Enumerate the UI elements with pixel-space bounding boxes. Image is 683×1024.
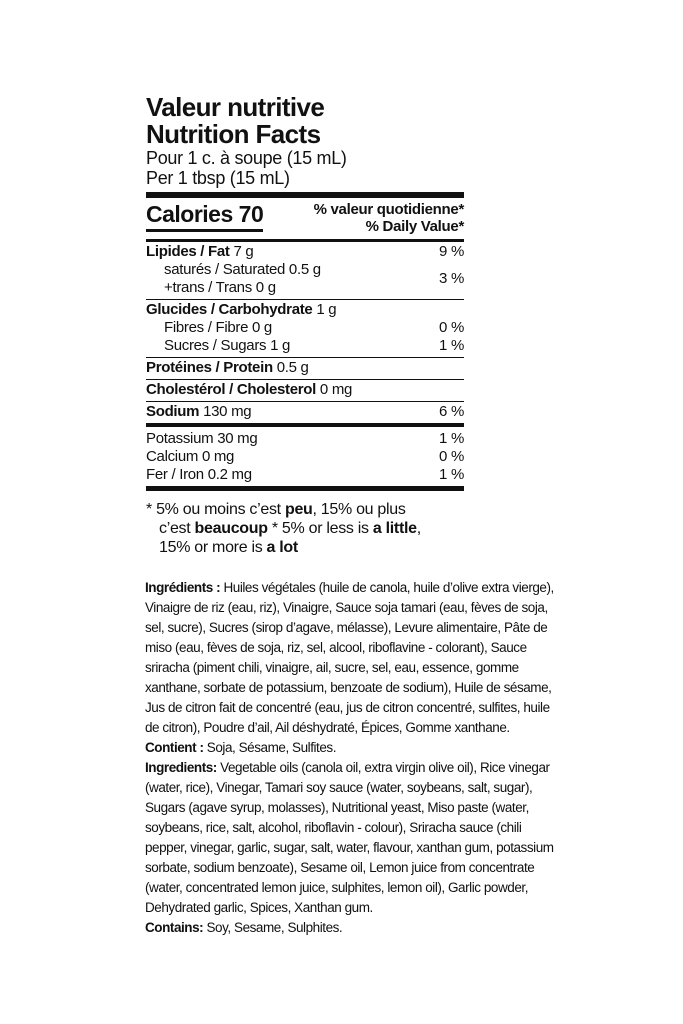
contains-fr	[145, 738, 565, 758]
fn-text-5: ,	[416, 520, 421, 537]
footnote-line-2	[146, 519, 464, 538]
fibre-name: Fibres / Fibre 0 g	[164, 319, 272, 336]
title-fr: Valeur nutritive	[146, 92, 325, 122]
dv-header-en: % Daily Value*	[365, 218, 464, 235]
iron-name: Fer / Iron 0.2 mg	[146, 466, 252, 483]
fibre-dv: 0 %	[439, 319, 464, 336]
fat-name: Lipides / Fat	[146, 243, 230, 260]
contains-fr-label: Contient :	[145, 740, 204, 755]
title-en: Nutrition Facts	[146, 119, 321, 149]
ingredients-en-text: Vegetable oils (canola oil, extra virgin olive oil), Rice vinegar (water, rice), Vinegar, Tamari soy sauce (water, soybeans, salt, sugar), Sugars (agave syrup, molasses), Nutritional yeast, Miso paste (water, soybeans, rice, salt, alcohol, riboflavin - colour), Sriracha sauce (chili pepper, vinegar, garlic, sugar, salt, water, flavour, xanthan gum, potassium sorbate, sodium benzoate), Sesame oil, Lemon juice from concentrate (water, concentrated lemon juice, sulphites, lemon oil), Garlic powder, Dehydrated garlic, Spices, Xanthan gum.	[145, 760, 554, 915]
cholesterol-row	[146, 381, 464, 399]
carb-row	[146, 301, 464, 319]
calcium-name: Calcium 0 mg	[146, 448, 235, 465]
daily-value-header	[314, 201, 464, 235]
end-rule	[146, 486, 464, 491]
contains-en-text: Soy, Sesame, Sulphites.	[203, 920, 343, 935]
potassium-dv: 1 %	[439, 430, 464, 447]
cholesterol-name: Cholestérol / Cholesterol	[146, 381, 317, 398]
fat-amount: 7 g	[229, 243, 254, 260]
ingredients-fr-label: Ingrédients :	[145, 580, 221, 595]
nutrition-facts-panel	[146, 94, 464, 557]
fat-dv: 9 %	[439, 243, 464, 260]
fn-text-6: 15% or more is	[159, 539, 267, 556]
ingredients-en	[145, 758, 565, 918]
fat-group	[146, 242, 464, 300]
sodium-row	[146, 403, 464, 421]
serving-en: Per 1 tbsp (15 mL)	[146, 168, 290, 188]
cholesterol-amount: 0 mg	[316, 381, 353, 398]
carb-amount: 1 g	[312, 301, 337, 318]
fn-bold-4: a lot	[266, 539, 298, 556]
footnote	[146, 500, 464, 557]
fn-bold-2: beaucoup	[194, 520, 268, 537]
ingredients-block	[145, 578, 565, 938]
fn-bold-1: peu	[284, 501, 313, 518]
sat-trans-row	[146, 261, 464, 297]
sat-trans-dv: 3 %	[439, 270, 464, 287]
footnote-line-1	[146, 500, 464, 519]
calcium-dv: 0 %	[439, 448, 464, 465]
sugars-dv: 1 %	[439, 337, 464, 354]
saturated-row: saturés / Saturated 0.5 g	[164, 261, 321, 278]
ingredients-en-label: Ingredients:	[145, 760, 217, 775]
potassium-name: Potassium 30 mg	[146, 430, 258, 447]
sugars-row	[146, 337, 464, 355]
calories-row	[146, 201, 464, 235]
contains-en-label: Contains:	[145, 920, 204, 935]
contains-fr-text: Soja, Sésame, Sulfites.	[203, 740, 337, 755]
fn-text-2: , 15% ou plus	[312, 501, 406, 518]
fn-text-1: * 5% ou moins c’est	[146, 501, 285, 518]
protein-amount: 0.5 g	[272, 359, 309, 376]
fibre-row	[146, 319, 464, 337]
calcium-row	[146, 448, 464, 466]
protein-name: Protéines / Protein	[146, 359, 273, 376]
thick-rule	[146, 192, 464, 198]
contains-en	[145, 918, 565, 938]
carb-name: Glucides / Carbohydrate	[146, 301, 313, 318]
dv-header-fr: % valeur quotidienne*	[313, 201, 464, 218]
trans-row: +trans / Trans 0 g	[164, 279, 276, 296]
calories-label: Calories 70	[146, 201, 263, 232]
iron-row	[146, 466, 464, 484]
sugars-name: Sucres / Sugars 1 g	[164, 337, 291, 354]
minerals-group	[146, 427, 464, 486]
potassium-row	[146, 430, 464, 448]
ingredients-fr-text: Huiles végétales (huile de canola, huile d’olive extra vierge), Vinaigre de riz (eau, riz), Vinaigre, Sauce soja tamari (eau, fèves de soja, sel, sucre), Sucres (sirop d’agave, mélasse), Levure alimentaire, Pâte de miso (eau, fèves de soja, riz, sel, alcool, riboflavine - colorant), Sauce sriracha (piment chili, vinaigre, ail, sucre, sel, eau, essence, gomme xanthane, sorbate de potassium, benzoate de sodium), Huile de sésame, Jus de citron fait de concentré (eau, jus de citron concentré, sulfites, huile de citron), Poudre d’ail, Ail déshydraté, Épices, Gomme xanthane.	[145, 580, 554, 735]
protein-group	[146, 358, 464, 380]
fat-row	[146, 243, 464, 261]
fn-bold-3: a little	[372, 520, 417, 537]
ingredients-fr	[145, 578, 565, 738]
sodium-dv: 6 %	[439, 403, 464, 420]
iron-dv: 1 %	[439, 466, 464, 483]
footnote-line-3	[146, 538, 464, 557]
sodium-group	[146, 402, 464, 427]
cholesterol-group	[146, 380, 464, 402]
serving-fr: Pour 1 c. à soupe (15 mL)	[146, 148, 347, 168]
carb-group	[146, 300, 464, 358]
sodium-amount: 130 mg	[199, 403, 252, 420]
protein-row	[146, 359, 464, 377]
fn-text-4: * 5% or less is	[267, 520, 373, 537]
sodium-name: Sodium	[146, 403, 200, 420]
fn-text-3: c’est	[159, 520, 195, 537]
